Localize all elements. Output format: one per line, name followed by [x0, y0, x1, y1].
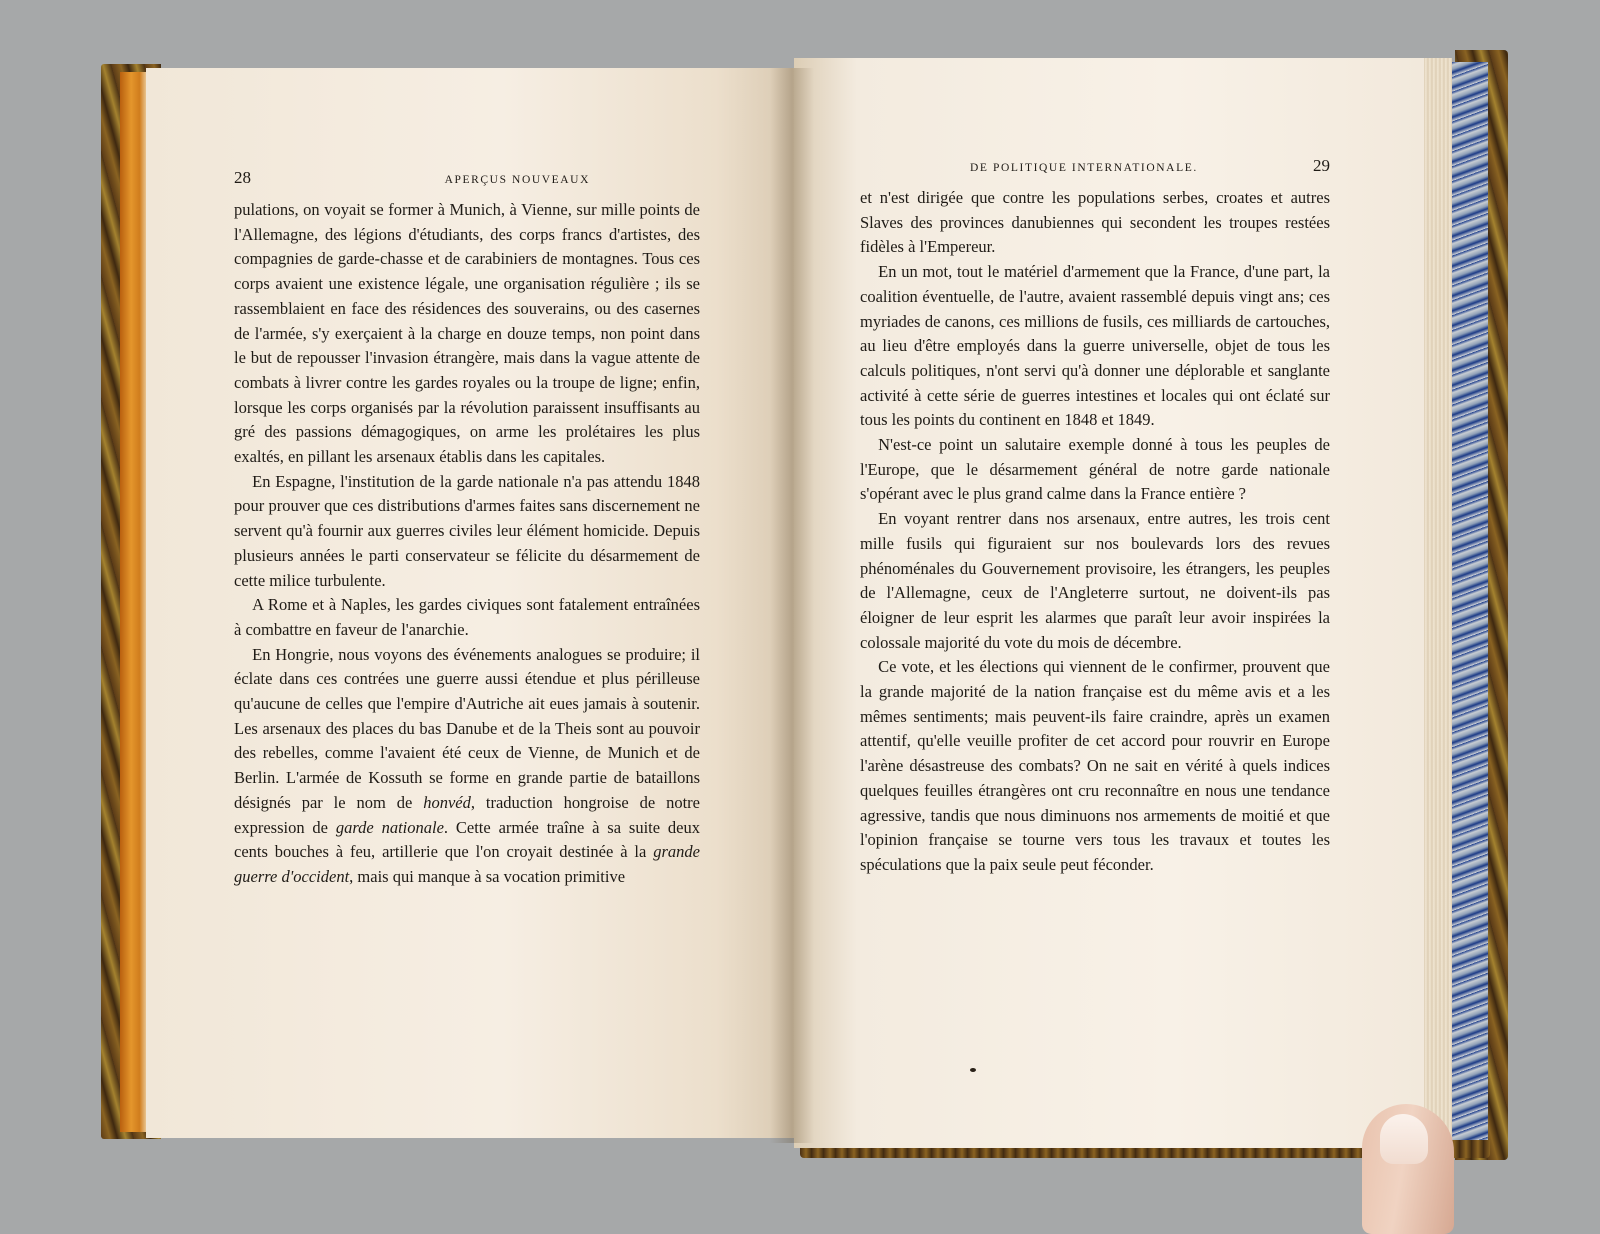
book-gutter-shadow	[770, 68, 814, 1143]
left-page-body	[234, 198, 700, 890]
right-page-body	[860, 186, 1330, 878]
italic-term: honvéd	[423, 792, 471, 812]
right-running-head	[860, 154, 1330, 180]
text-run: . Cette armée traîne à sa suite deux cents bouches à feu, artillerie que l'on croyait destinée à la	[234, 817, 700, 862]
page-number-left: 28	[234, 168, 251, 187]
right-page	[794, 58, 1424, 1148]
thumbnail	[1380, 1114, 1428, 1164]
text-run: En Hongrie, nous voyons des événements analogues se produire; il éclate dans ces contrées une guerre aussi étendue et plus périlleuse qu'aucune de celles que l'empire d'Autriche ait eues jamais à soutenir. Les arsenaux des places du bas Danube et de la Theis sont au pouvoir des rebelles, comme l'avaient été ceux de Vienne, de Munich et de Berlin. L'armée de Kossuth se forme en grande partie de bataillons désignés par le nom de	[234, 644, 700, 812]
left-running-head	[234, 166, 700, 192]
text-run: , mais qui manque à sa vocation primitive	[349, 866, 626, 886]
paragraph: pulations, on voyait se former à Munich, à Vienne, sur mille points de l'Allemagne, des légions d'étudiants, des corps francs d'artistes, des compagnies de garde-chasse et de carabiniers de montagnes. Tous ces corps avaient une existence légale, une organisation régulière ; ils se rassemblaient en face des résidences des souverains, ou des casernes de l'armée, s'y exerçaient à la charge en douze temps, non point dans le but de repousser l'invasion étrangère, mais dans la vague attente de combats à livrer contre les gardes royales ou la troupe de ligne; enfin, lorsque les corps organisés par la révolution paraissent insuffisants au gré des passions démagogiques, on arme les prolétaires les plus exaltés, en pillant les arsenaux établis dans les capitales.	[234, 200, 700, 467]
page-edges-left	[120, 72, 148, 1132]
thumb	[1362, 1104, 1454, 1234]
italic-term: grande guerre d'occident	[234, 842, 700, 886]
text-run: , traduction hongroise de notre expression de	[234, 792, 701, 837]
paragraph: En voyant rentrer dans nos arsenaux, entre autres, les trois cent mille fusils qui figuraient sur nos boulevards lors des revues phénoménales du Gouvernement provisoire, les étrangers, les peuples de l'Allemagne, ceux de l'Angleterre surtout, ne doivent-ils pas éloigner de leur esprit les alarmes que paraît leur avoir inspirées la colossale majorité du vote du mois de décembre.	[860, 509, 1330, 652]
paragraph: et n'est dirigée que contre les populations serbes, croates et autres Slaves des provinces danubiennes qui secondent les troupes restées fidèles à l'Empereur.	[860, 188, 1330, 257]
ink-spot	[970, 1068, 976, 1072]
paragraph: En un mot, tout le matériel d'armement que la France, d'une part, la coalition éventuelle, de l'autre, avaient rassemblé depuis vingt ans; ces myriades de canons, ces millions de fusils, ces milliards de cartouches, au lieu d'être employés dans la guerre universelle, objet de tous les calculs politiques, n'ont servi qu'à donner une déplorable et sanglante activité à cette série de guerres intestines et locales qui ont éclaté sur tous les points du continent en 1848 et 1849.	[860, 262, 1330, 430]
paragraph: En Espagne, l'institution de la garde nationale n'a pas attendu 1848 pour prouver que ces distributions d'armes faites sans discernement ne servent qu'à fournir aux guerres civiles leur élément homicide. Depuis plusieurs années le parti conservateur se félicite du désarmement de cette milice turbulente.	[234, 471, 700, 590]
paragraph: N'est-ce point un salutaire exemple donné à tous les peuples de l'Europe, que le désarmement général de notre garde nationale s'opérant avec le plus grand calme dans la France entière ?	[860, 435, 1330, 504]
paragraph: Ce vote, et les élections qui viennent de le confirmer, prouvent que la grande majorité de la nation française est du même avis et a les mêmes sentiments; mais peuvent-ils faire craindre, après un examen attentif, qu'elle veuille profiter de cet accord pour rouvrir en Europe l'arène désastreuse des combats? On ne sait en vérité à quels indices quelques feuilles étrangères ont cru reconnaître en nous une tendance agressive, tandis que nous diminuons nos armements de moitié et que l'opinion française se tourne vers tous les travaux et toutes les spéculations que la paix seule peut féconder.	[860, 657, 1330, 874]
page-number-right: 29	[1313, 156, 1330, 175]
left-page	[146, 68, 794, 1138]
marbled-endpaper	[1452, 62, 1488, 1147]
running-head-title-right: DE POLITIQUE INTERNATIONALE.	[970, 162, 1198, 174]
paragraph	[234, 643, 700, 890]
running-head-title-left: APERÇUS NOUVEAUX	[444, 174, 590, 186]
italic-term: garde nationale	[335, 817, 444, 837]
paragraph: A Rome et à Naples, les gardes civiques sont fatalement entraînées à combattre en faveur de l'anarchie.	[234, 595, 700, 639]
